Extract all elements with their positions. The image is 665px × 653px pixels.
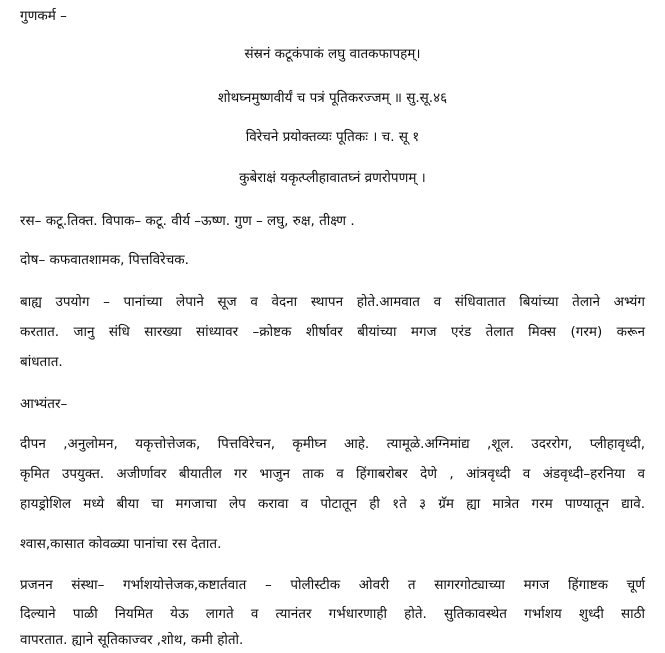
prajanan-line-2: दिल्याने पाळी नियमित येऊ लागते व त्यानंतर गर्भधारणाही होते. सुतिकावस्थेत गर्भाशय शुध्दी साठी [20, 606, 645, 622]
abhyantar-line-2: कृमित उपयुक्त. अजीर्णावर बीयातील गर भाजुन ताक व हिंगाबरोबर देणे , आंत्रवृध्दी व अंडवृध्दी–हरनिया व [20, 466, 645, 482]
bahya-upyog-line-3: बांधतात. [20, 354, 63, 370]
abhyantar-heading: आभ्यंतर– [20, 396, 68, 412]
prajanan-line-3: वापरतात. ह्याने सूतिकाज्वर ,शोथ, कमी होतो. [20, 632, 244, 648]
shloka-line-3: विरेचने प्रयोक्तव्यः पूतिकः । च. सू १ [245, 129, 420, 145]
shloka-line-4: कुबेराक्षं यकृत्प्लीहावातघ्नं व्रणरोपणम् । [239, 170, 426, 186]
abhyantar-line-3: हायड्रोशिल मध्ये बीया चा मगजाचा लेप करावा व पोटातून ही १ते ३ ग्रॅम ह्या मात्रेत गरम पाण्यातून द्यावे. [20, 496, 645, 512]
gunakarma-heading: गुणकर्म – [20, 8, 67, 24]
bahya-upyog-line-1: बाह्य उपयोग – पानांच्या लेपाने सूज व वेदना स्थापन होते.आमवात व संधिवातात बियांच्या तेलाने अभ्यंग [20, 294, 645, 310]
dosha-line: दोष– कफवातशामक, पित्तविरेचक. [20, 252, 189, 268]
shloka-line-2: शोथघ्नमुष्णवीर्यं च पत्रं पूतिकरज्जम् ॥ सु.सू.४६ [217, 90, 448, 106]
rasa-properties-line: रस– कटू.तिक्त. विपाक– कटू. वीर्य –ऊष्ण. गुण – लघु, रुक्ष, तीक्ष्ण . [20, 213, 355, 229]
shloka-line-1: संस्रनं कटूकंपाकं लघु वातकफापहम्। [244, 46, 421, 62]
shwas-line: श्वास,कासात कोवळ्या पानांचा रस देतात. [20, 536, 222, 552]
abhyantar-line-1: दीपन ,अनुलोमन, यकृत्तोत्तेजक, पित्तविरेचन, कृमीघ्न आहे. त्यामूळे.अग्निमांद्य ,शूल. उदररोग, प्लीहावृध्दी, [20, 436, 645, 452]
prajanan-line-1: प्रजनन संस्था– गर्भाशयोत्तेजक,कष्टार्तवात – पोलीस्टीक ओवरी त सागरगोट्याच्या मगज हिंगाष्टक चूर्ण [20, 577, 645, 593]
bahya-upyog-line-2: करतात. जानु संधि सारख्या सांध्यावर –क्रोष्टक शीर्षावर बीयांच्या मगज एरंड तेलात मिक्स (गरम) करून [20, 324, 645, 340]
